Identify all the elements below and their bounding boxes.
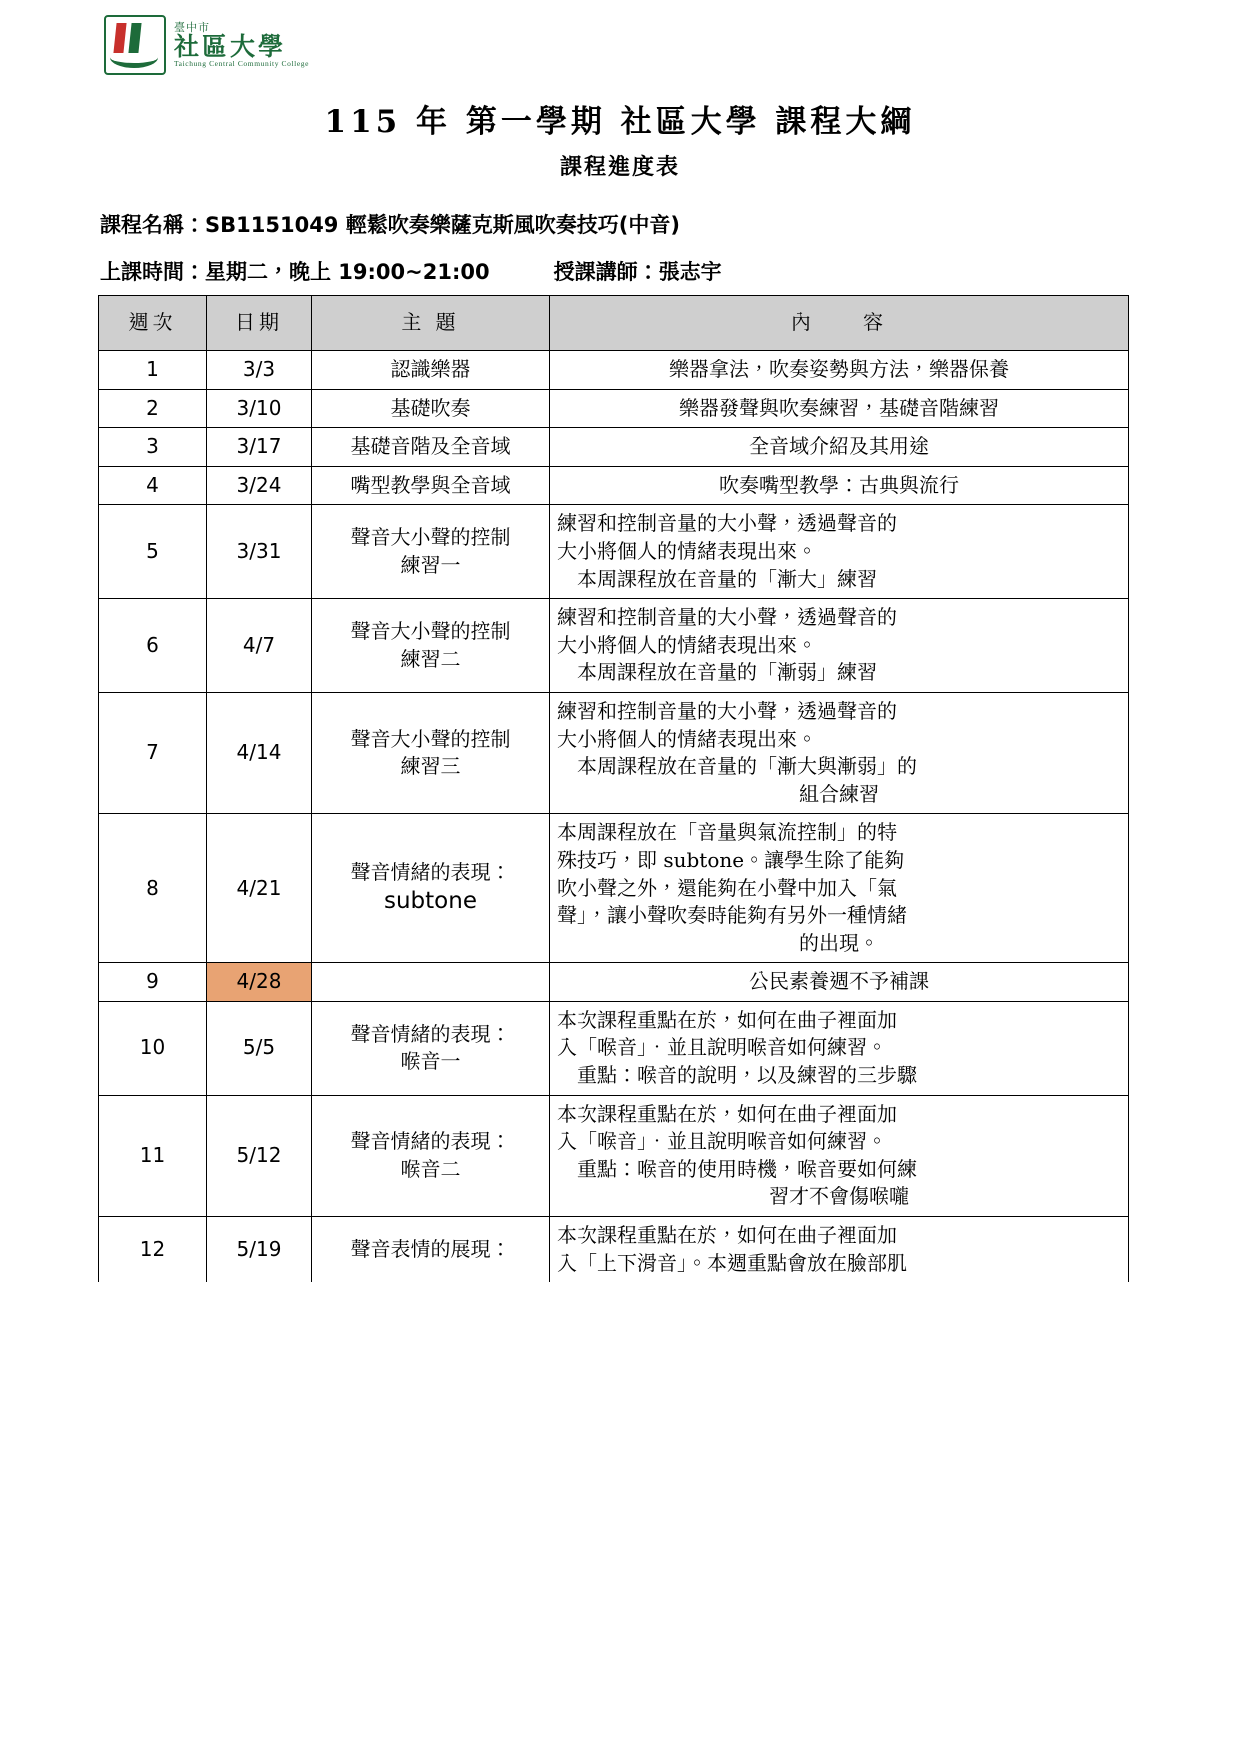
cell-content: 本次課程重點在於，如何在曲子裡面加 入「喉音」‧並且說明喉音如何練習。 重點：喉音的使用時機，喉音要如何練 習才不會傷喉嚨 [550, 1095, 1129, 1216]
logo-text [174, 22, 309, 68]
column-header-week: 週次 [99, 296, 207, 351]
cell-topic: 聲音情緒的表現： 喉音二 [312, 1095, 550, 1216]
logo-mark-icon [104, 15, 166, 75]
cell-topic [312, 963, 550, 1002]
page-subtitle: 課程進度表 [559, 155, 680, 180]
logo-english-text: Taichung Central Community College [174, 58, 310, 68]
cell-week: 4 [99, 466, 207, 505]
course-name-value: SB1151049 輕鬆吹奏樂薩克斯風吹奏技巧(中音) [205, 213, 680, 237]
course-name-label: 課程名稱： [100, 213, 205, 237]
table-row [99, 505, 1129, 599]
cell-content: 樂器拿法，吹奏姿勢與方法，樂器保養 [550, 351, 1129, 390]
table-row [99, 599, 1129, 693]
class-time-value: 星期二，晚上 19:00~21:00 [205, 260, 490, 284]
table-row [99, 351, 1129, 390]
table-row [99, 389, 1129, 428]
cell-week: 9 [99, 963, 207, 1002]
cell-content: 吹奏嘴型教學：古典與流行 [550, 466, 1129, 505]
table-row [99, 466, 1129, 505]
cell-week: 1 [99, 351, 207, 390]
cell-content: 公民素養週不予補課 [550, 963, 1129, 1002]
cell-date: 4/21 [207, 814, 312, 963]
cell-week: 6 [99, 599, 207, 693]
table-row [99, 428, 1129, 467]
cell-topic: 認識樂器 [312, 351, 550, 390]
cell-content: 本周課程放在「音量與氣流控制」的特 殊技巧，即 subtone。讓學生除了能夠 吹小聲之外，還能夠在小聲中加入「氣 聲」，讓小聲吹奏時能夠有另外一種情緒 的出現。 [550, 814, 1129, 963]
cell-topic: 聲音大小聲的控制 練習二 [312, 599, 550, 693]
cell-week: 11 [99, 1095, 207, 1216]
column-header-content: 內 容 [550, 296, 1129, 351]
course-name-line [100, 209, 680, 239]
schedule-table-body [99, 351, 1129, 1283]
cell-topic: 基礎吹奏 [312, 389, 550, 428]
cell-date: 3/10 [207, 389, 312, 428]
table-row [99, 1217, 1129, 1283]
table-header-row [99, 296, 1129, 351]
cell-content: 練習和控制音量的大小聲，透過聲音的 大小將個人的情緒表現出來。 本周課程放在音量的「漸大與漸弱」的 組合練習 [550, 692, 1129, 813]
cell-week: 5 [99, 505, 207, 599]
table-row [99, 692, 1129, 813]
instructor-value: 張志宇 [658, 260, 722, 284]
class-info-line [100, 256, 722, 286]
schedule-table [98, 295, 1129, 1282]
college-logo [104, 14, 344, 76]
table-row [99, 963, 1129, 1002]
page-title: 115 年 第一學期 社區大學 課程大綱 [324, 104, 916, 140]
cell-content: 全音域介紹及其用途 [550, 428, 1129, 467]
cell-content: 本次課程重點在於，如何在曲子裡面加 入「喉音」‧並且說明喉音如何練習。 重點：喉音的說明，以及練習的三步驟 [550, 1001, 1129, 1095]
cell-topic: 聲音情緒的表現： 喉音一 [312, 1001, 550, 1095]
cell-date: 3/31 [207, 505, 312, 599]
table-row [99, 1095, 1129, 1216]
cell-date: 5/19 [207, 1217, 312, 1283]
cell-content: 本次課程重點在於，如何在曲子裡面加 入「上下滑音」。本週重點會放在臉部肌 [550, 1217, 1129, 1283]
class-time-label: 上課時間： [100, 260, 205, 284]
cell-date: 3/3 [207, 351, 312, 390]
table-row [99, 1001, 1129, 1095]
cell-week: 8 [99, 814, 207, 963]
cell-topic: 聲音情緒的表現： subtone [312, 814, 550, 963]
cell-week: 3 [99, 428, 207, 467]
cell-topic: 聲音表情的展現： [312, 1217, 550, 1283]
cell-date-highlighted: 4/28 [207, 963, 312, 1002]
cell-date: 5/12 [207, 1095, 312, 1216]
instructor-label: 授課講師： [553, 260, 659, 284]
cell-topic: 基礎音階及全音域 [312, 428, 550, 467]
cell-content: 練習和控制音量的大小聲，透過聲音的 大小將個人的情緒表現出來。 本周課程放在音量的「漸弱」練習 [550, 599, 1129, 693]
cell-date: 3/24 [207, 466, 312, 505]
cell-topic: 聲音大小聲的控制 練習三 [312, 692, 550, 813]
table-row [99, 814, 1129, 963]
cell-topic: 聲音大小聲的控制 練習一 [312, 505, 550, 599]
cell-week: 7 [99, 692, 207, 813]
cell-date: 4/7 [207, 599, 312, 693]
cell-date: 4/14 [207, 692, 312, 813]
cell-topic: 嘴型教學與全音域 [312, 466, 550, 505]
column-header-topic: 主 題 [312, 296, 550, 351]
cell-date: 5/5 [207, 1001, 312, 1095]
cell-date: 3/17 [207, 428, 312, 467]
logo-small-text: 臺中市 [174, 21, 210, 35]
cell-week: 2 [99, 389, 207, 428]
column-header-date: 日期 [207, 296, 312, 351]
cell-week: 10 [99, 1001, 207, 1095]
logo-main-text: 社區大學 [174, 31, 287, 61]
cell-week: 12 [99, 1217, 207, 1283]
cell-content: 樂器發聲與吹奏練習，基礎音階練習 [550, 389, 1129, 428]
cell-content: 練習和控制音量的大小聲，透過聲音的 大小將個人的情緒表現出來。 本周課程放在音量的「漸大」練習 [550, 505, 1129, 599]
